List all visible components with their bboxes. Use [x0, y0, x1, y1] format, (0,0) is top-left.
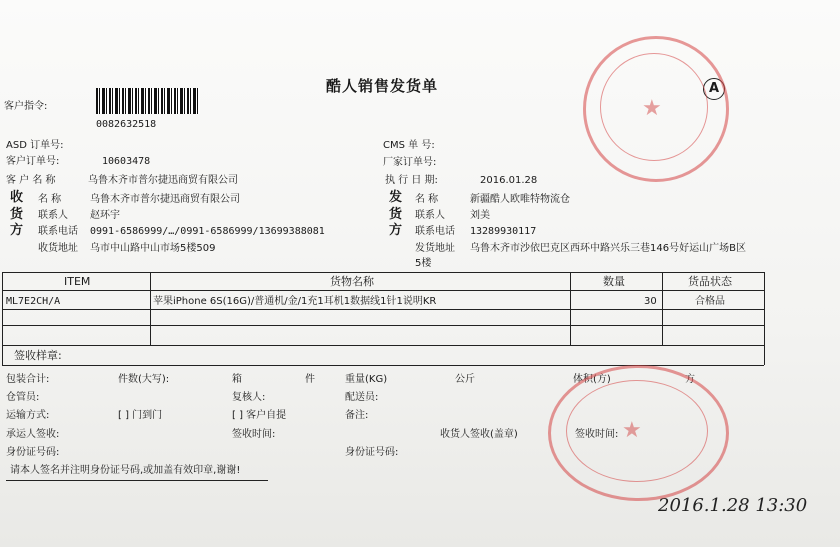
consignee-id-label: 身份证号码: [345, 447, 399, 458]
asd-order-label: ASD 订单号: [6, 140, 64, 151]
notice-underline [6, 480, 268, 481]
pack-total-label: 包装合计: [6, 374, 50, 385]
piece-label: 件 [305, 374, 315, 385]
customer-order-label: 客户订单号: [6, 156, 60, 167]
receiver-name-value: 乌鲁木齐市普尔捷迅商贸有限公司 [90, 194, 240, 205]
factory-order-label: 厂家订单号: [383, 157, 437, 168]
shipper-contact-value: 刘美 [470, 210, 490, 221]
warehouse-keeper-label: 仓管员: [6, 392, 40, 403]
remarks-label: 备注: [345, 410, 369, 421]
sign-stamp-label: 签收样章: [14, 349, 62, 362]
receiver-side-char-2: 货 [10, 207, 24, 222]
carrier-sign-time-label: 签收时间: [232, 429, 276, 440]
reviewer-label: 复核人: [232, 392, 266, 403]
row1-goods-name: 苹果iPhone 6S(16G)/普通机/金/1充1耳机1数据线1针1说明KR [153, 296, 437, 307]
receiver-phone-label: 联系电话 [38, 226, 78, 237]
signature-notice: 请本人签名并注明身份证号码,或加盖有效印章,谢谢! [10, 465, 241, 476]
carrier-id-label: 身份证号码: [6, 447, 60, 458]
table-row2-rule [2, 325, 764, 326]
fang-label: 方 [685, 374, 695, 385]
weight-label: 重量(KG) [345, 374, 388, 385]
seal-star-icon: ★ [642, 96, 662, 121]
handwritten-datetime: 2016.1.28 13:30 [658, 495, 808, 516]
col-header-item: ITEM [64, 275, 91, 288]
exec-date-label: 执 行 日 期: [385, 175, 438, 186]
shipper-phone-label: 联系电话 [415, 226, 455, 237]
shipping-method-label: 运输方式: [6, 410, 50, 421]
kg-label: 公斤 [455, 374, 475, 385]
shipper-name-value: 新疆酷人欧唯特物流仓 [470, 194, 570, 205]
receiver-address-value: 乌市中山路中山市场5楼509 [90, 243, 216, 254]
carrier-sign-label: 承运人签收: [6, 429, 60, 440]
table-right-border [764, 272, 765, 365]
table-top-rule [2, 272, 764, 273]
row1-item: ML7E2CH/A [6, 296, 61, 307]
barcode-number: 0082632518 [96, 119, 157, 130]
door-to-door-option: [ ] 门到门 [118, 410, 163, 421]
receiver-address-label: 收货地址 [38, 243, 78, 254]
consignee-sign-time-label: 签收时间: [575, 429, 619, 440]
volume-label: 体积(方) [573, 374, 611, 385]
table-col-divider-3 [662, 272, 663, 345]
shipper-contact-label: 联系人 [415, 210, 445, 221]
col-header-goods-name: 货物名称 [330, 275, 374, 288]
circle-a-mark: A [703, 78, 725, 100]
table-col-divider-2 [570, 272, 571, 345]
box-label: 箱 [232, 374, 242, 385]
seal-star-icon: ★ [622, 418, 642, 443]
receiver-contact-value: 赵环宇 [90, 210, 120, 221]
table-header-rule [2, 290, 764, 291]
shipper-address-value: 乌鲁木齐市沙依巴克区西环中路兴乐三巷146号好运山广场B区 [470, 243, 746, 254]
consignee-sign-label: 收货人签收(盖章) [440, 429, 518, 440]
shipper-name-label: 名 称 [415, 194, 439, 205]
document-title: 酷人销售发货单 [326, 77, 439, 95]
receiver-name-label: 名 称 [38, 194, 62, 205]
table-left-border [2, 272, 3, 365]
customer-name-label: 客 户 名 称 [6, 175, 56, 186]
shipper-address-value-2: 5楼 [415, 258, 432, 269]
table-row1-rule [2, 309, 764, 310]
exec-date-value: 2016.01.28 [480, 175, 538, 186]
row1-status: 合格品 [695, 296, 725, 307]
shipper-phone-value: 13289930117 [470, 226, 537, 237]
receiver-side-char-1: 收 [10, 190, 24, 205]
shipper-side-char-2: 货 [389, 207, 403, 222]
shipper-side-char-3: 方 [389, 223, 403, 238]
row1-quantity: 30 [644, 296, 657, 307]
pieces-label: 件数(大写): [118, 374, 170, 385]
customer-order-value: 10603478 [102, 156, 151, 167]
shipper-address-label: 发货地址 [415, 243, 455, 254]
col-header-status: 货品状态 [688, 275, 732, 288]
receiver-phone-value: 0991-6586999/…/0991-6586999/13699388081 [90, 226, 325, 237]
dispatcher-label: 配送员: [345, 392, 379, 403]
self-pickup-option: [ ] 客户自提 [232, 410, 287, 421]
receiver-side-char-3: 方 [10, 223, 24, 238]
table-bottom-rule [2, 345, 764, 346]
customer-instruction-label: 客户指令: [4, 101, 48, 112]
customer-name-value: 乌鲁木齐市普尔捷迅商贸有限公司 [88, 175, 238, 186]
receiver-contact-label: 联系人 [38, 210, 68, 221]
shipper-side-char-1: 发 [389, 190, 403, 205]
cms-order-label: CMS 单 号: [383, 140, 435, 151]
col-header-quantity: 数量 [603, 275, 625, 288]
table-col-divider-1 [150, 272, 151, 345]
barcode-image [96, 88, 200, 114]
